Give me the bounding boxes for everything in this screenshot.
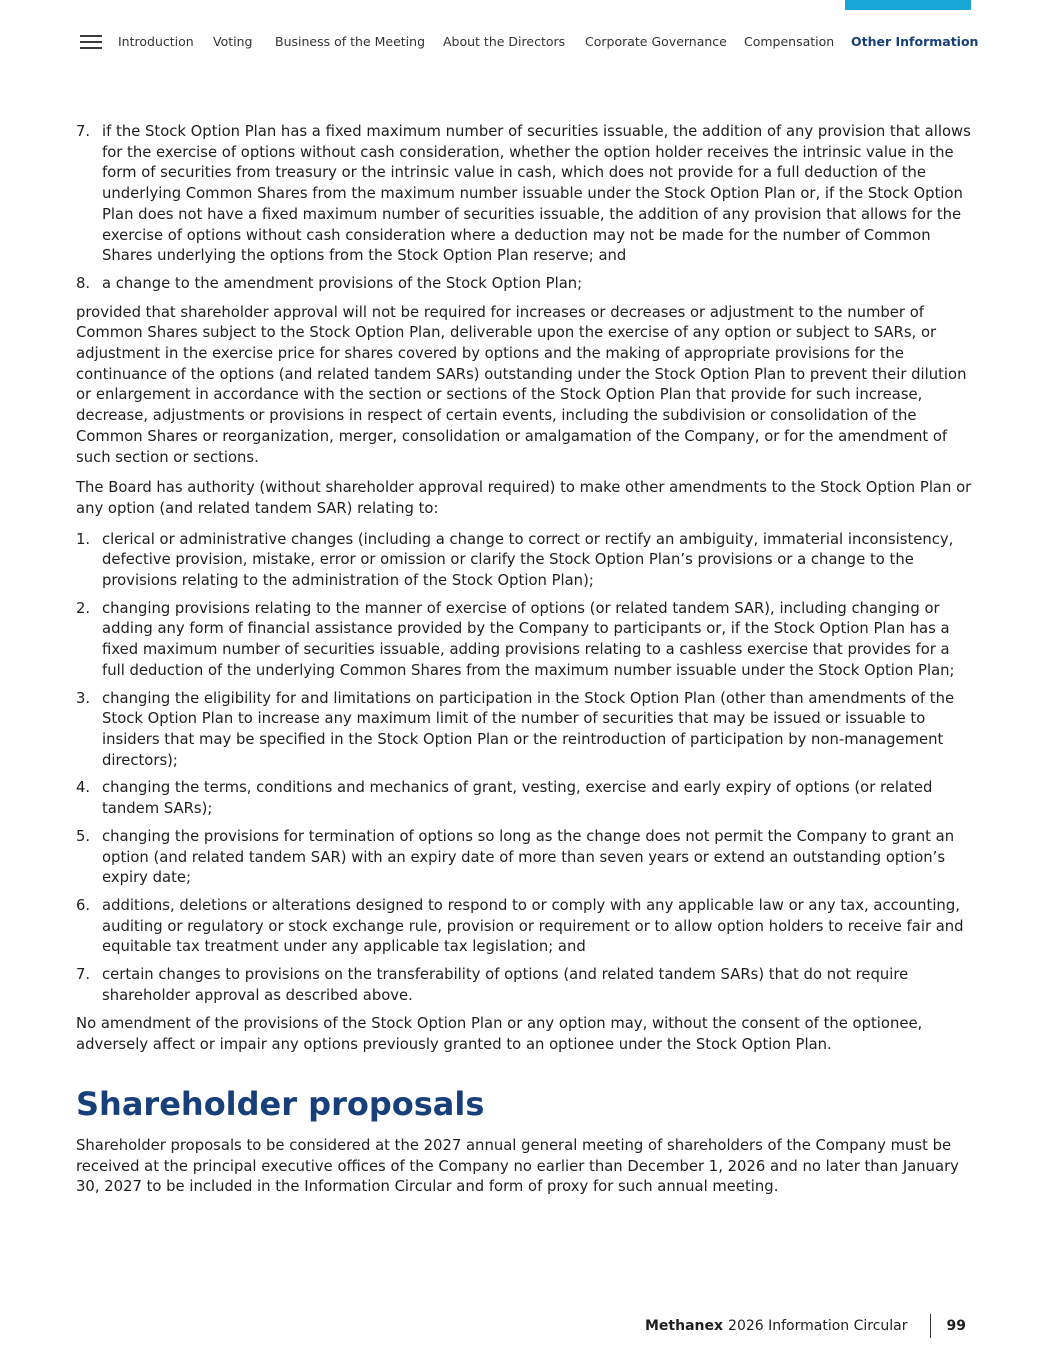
menu-icon[interactable] bbox=[80, 35, 102, 49]
shareholder-approval-list bbox=[76, 122, 976, 295]
footer-document-title: 2026 Information Circular bbox=[728, 1318, 908, 1334]
list-item-number: 8. bbox=[76, 274, 91, 292]
list-item-number: 1. bbox=[76, 530, 91, 548]
top-navigation bbox=[80, 32, 980, 52]
board-amendments-list bbox=[76, 530, 976, 1007]
top-accent-bar bbox=[845, 0, 971, 10]
list-item-text: certain changes to provisions on the transferability of options (and related tandem SARs) that do not require shareholder approval as described above. bbox=[102, 966, 909, 1004]
footer-brand: Methanex bbox=[645, 1318, 724, 1334]
list-item-text: changing the eligibility for and limitations on participation in the Stock Option Plan (other than amendments of the Stock Option Plan to increase any maximum limit of the number of securities that may be issued or issuable to insiders that may be specified in the Stock Option Plan or the reintroduction of participation by non-management directors); bbox=[102, 689, 955, 769]
list-item-number: 6. bbox=[76, 896, 91, 914]
nav-about-the-directors[interactable]: About the Directors bbox=[443, 34, 566, 49]
nav-business-of-the-meeting[interactable]: Business of the Meeting bbox=[275, 34, 425, 49]
page-footer bbox=[645, 1314, 966, 1338]
list-item-number: 3. bbox=[76, 689, 91, 707]
no-amendment-paragraph: No amendment of the provisions of the Stock Option Plan or any option may, without the consent of the optionee, adversely affect or impair any options previously granted to an optionee under the Stock Option Plan. bbox=[76, 1015, 923, 1054]
list-item-number: 7. bbox=[76, 966, 91, 984]
list-item-text: changing the provisions for termination of options so long as the change does not permit the Company to grant an option (and related tandem SAR) with an expiry date of more than seven years or extend an outstanding option’s expiry date; bbox=[102, 827, 955, 887]
list-item bbox=[76, 896, 976, 958]
list-item-text: changing the terms, conditions and mechanics of grant, vesting, exercise and early expiry of options (or related tandem SARs); bbox=[102, 779, 933, 818]
main-content bbox=[76, 122, 976, 1208]
list-item-number: 7. bbox=[76, 123, 91, 140]
list-item bbox=[76, 689, 976, 772]
board-authority-paragraph: The Board has authority (without shareholder approval required) to make other amendments to the Stock Option Plan or any option (and related tandem SAR) relating to: bbox=[76, 479, 972, 517]
page-number: 99 bbox=[946, 1318, 966, 1334]
list-item bbox=[76, 778, 976, 819]
nav-compensation[interactable]: Compensation bbox=[744, 34, 835, 49]
shareholder-proposals-paragraph: Shareholder proposals to be considered at the 2027 annual general meeting of shareholders of the Company must be received at the principal executive offices of the Company no earlier than December 1, 2026 and no later than January 30, 2027 to be included in the Information Circular and form of proxy for such annual meeting. bbox=[76, 1136, 959, 1196]
list-item-text: clerical or administrative changes (including a change to correct or rectify an ambiguity, immaterial inconsistency, defective provision, mistake, error or omission or clarify the Stock Option Plan’s provisions or a change to the provisions relating to the administration of the Stock Option Plan); bbox=[102, 530, 954, 590]
section-title: Shareholder proposals bbox=[76, 1084, 485, 1123]
list-item bbox=[76, 599, 976, 682]
nav-voting[interactable]: Voting bbox=[213, 34, 253, 49]
list-item bbox=[76, 122, 976, 267]
list-item-number: 4. bbox=[76, 779, 91, 797]
list-item-text: if the Stock Option Plan has a fixed maximum number of securities issuable, the addition of any provision that allows for the exercise of options without cash consideration, whether the option holder receives the intrinsic value in the form of securities from treasury or the intrinsic value in cash, which does not provide for a full deduction of the underlying Common Shares from the maximum number issuable under the Stock Option Plan or, if the Stock Option Plan does not have a fixed maximum number of securities issuable, the addition of any provision that allows for the exercise of options without cash consideration where a deduction may not be made for the number of Common Shares underlying the options from the Stock Option Plan reserve; and bbox=[102, 123, 971, 265]
list-item bbox=[76, 827, 976, 889]
nav-other-information[interactable]: Other Information bbox=[851, 34, 979, 49]
list-item-text: additions, deletions or alterations designed to respond to or comply with any applicable law or any tax, accounting, auditing or regulatory or stock exchange rule, provision or requirement or to allow option holders to receive fair and equitable tax treatment under any applicable tax legislation; and bbox=[102, 896, 964, 956]
list-item-text: changing provisions relating to the manner of exercise of options (or related tandem SAR), including changing or adding any form of financial assistance provided by the Company to participants or, if the Stock Option Plan has a fixed maximum number of securities issuable, adding provisions relating to a cashless exercise that provides for a full deduction of the underlying Common Shares from the maximum number issuable under the Stock Option Plan; bbox=[102, 599, 955, 679]
list-item-text: a change to the amendment provisions of the Stock Option Plan; bbox=[102, 274, 583, 292]
nav-corporate-governance[interactable]: Corporate Governance bbox=[585, 34, 727, 49]
provided-paragraph: provided that shareholder approval will not be required for increases or decreases or adjustment to the number of Common Shares subject to the Stock Option Plan, deliverable upon the exercise of any option or subject to SARs, or adjustment in the exercise price for shares covered by options and the making of appropriate provisions for the continuance of the options (and related tandem SARs) outstanding under the Stock Option Plan to prevent their dilution or enlargement in accordance with the section or sections of the Stock Option Plan that provide for such increase, decrease, adjustments or provisions in respect of certain events, including the subdivision or consolidation of the Common Shares or reorganization, merger, consolidation or amalgamation of the Company, or for the amendment of such section or sections. bbox=[76, 303, 967, 466]
nav-introduction[interactable]: Introduction bbox=[118, 34, 194, 49]
list-item bbox=[76, 274, 976, 295]
list-item-number: 5. bbox=[76, 827, 91, 845]
list-item bbox=[76, 530, 976, 592]
list-item bbox=[76, 965, 976, 1006]
footer-divider bbox=[930, 1314, 931, 1338]
list-item-number: 2. bbox=[76, 599, 91, 617]
